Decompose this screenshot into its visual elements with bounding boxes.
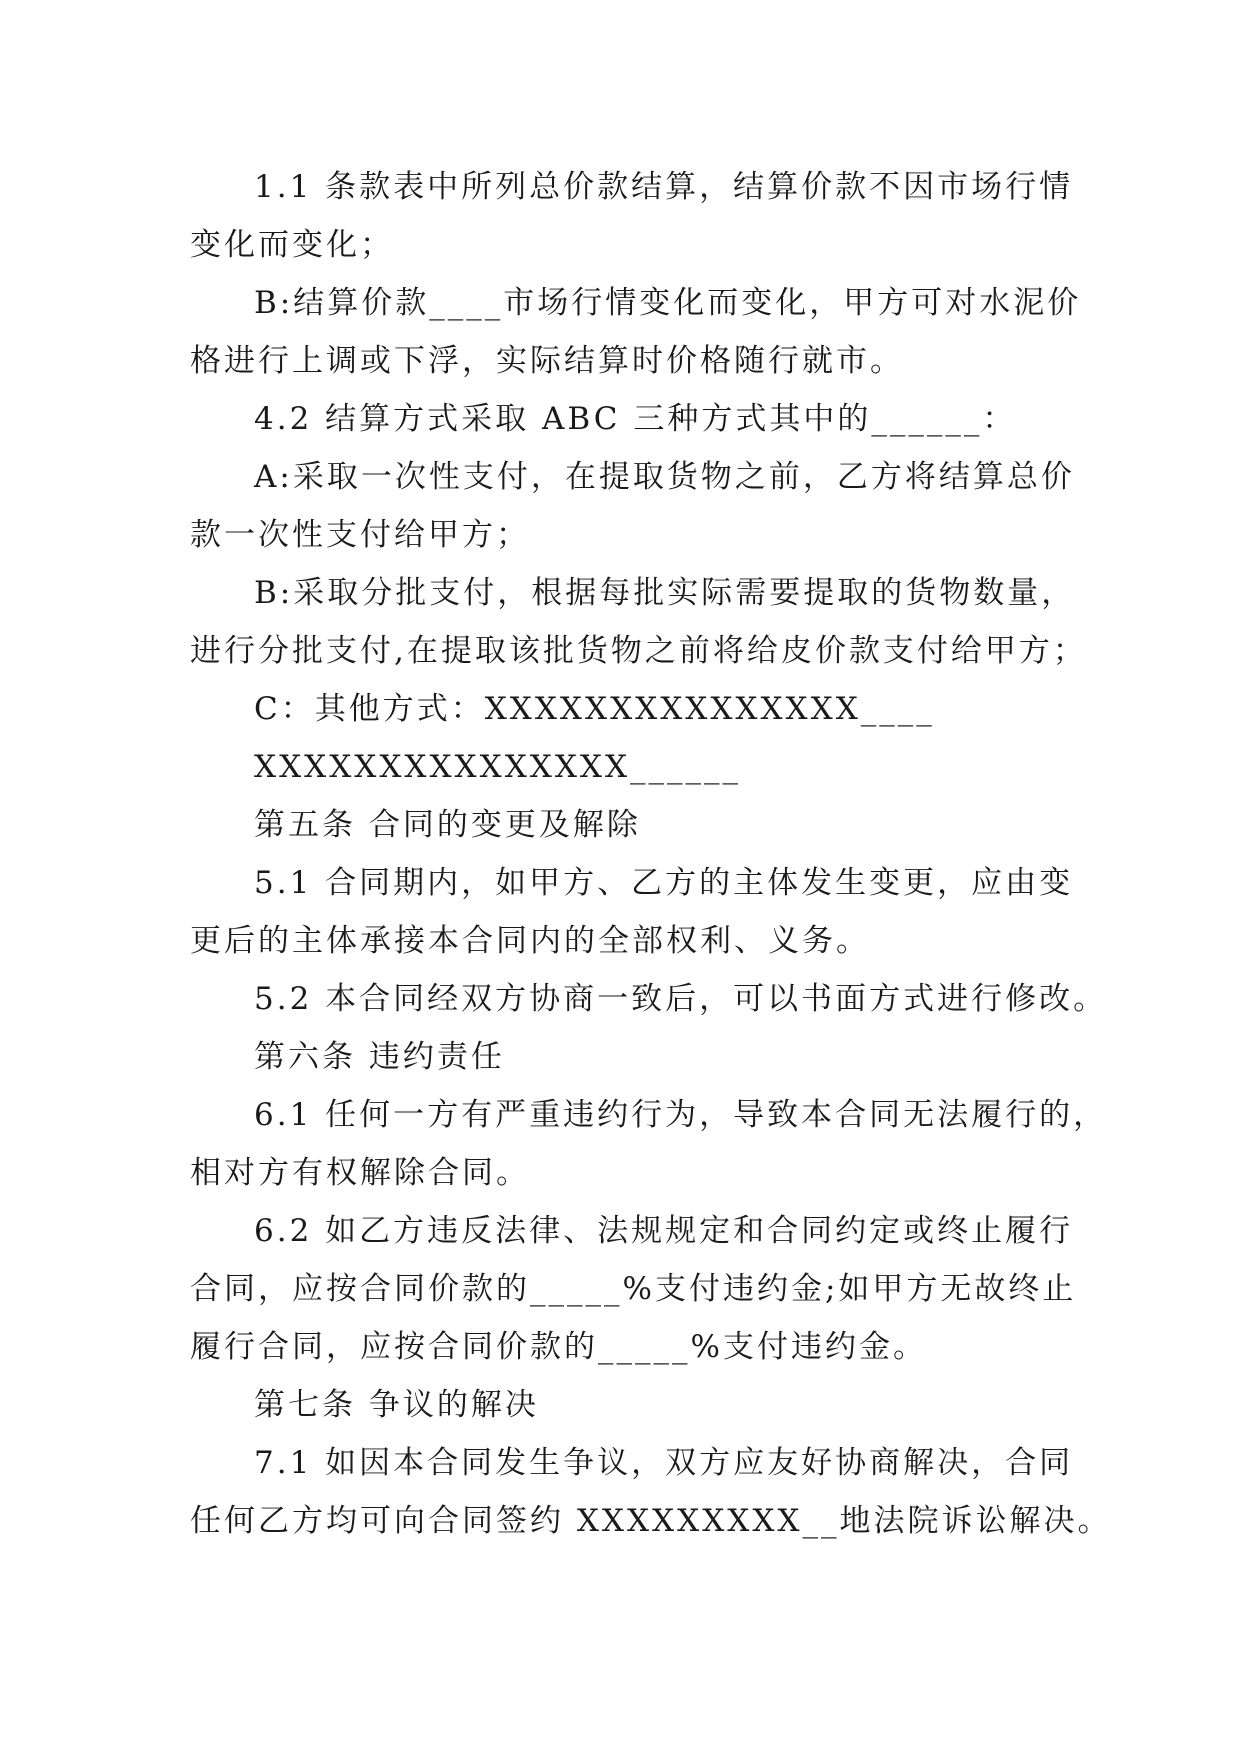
line-07: 款一次性支付给甲方； (190, 517, 530, 553)
line-05: 4.2 结算方式采取 ABC 三种方式其中的______： (254, 401, 1017, 437)
document-page (190, 158, 1112, 1550)
line-09: 进行分批支付,在提取该批货物之前将给皮价款支付给甲方； (190, 633, 1087, 669)
line-23: 7.1 如因本合同发生争议，双方应友好协商解决，合同 (254, 1445, 1074, 1481)
line-14: 更后的主体承接本合同内的全部权利、义务。 (190, 923, 870, 959)
line-03: B:结算价款____市场行情变化而变化，甲方可对水泥价 (254, 285, 1082, 321)
line-18: 相对方有权解除合同。 (190, 1155, 530, 1191)
section-heading-6: 第六条 违约责任 (254, 1039, 505, 1075)
line-06: A:采取一次性支付，在提取货物之前，乙方将结算总价 (254, 459, 1075, 495)
line-21: 履行合同，应按合同价款的_____%支付违约金。 (190, 1329, 927, 1365)
line-11: XXXXXXXXXXXXXXX______ (254, 749, 742, 785)
line-13: 5.1 合同期内，如甲方、乙方的主体发生变更，应由变 (254, 865, 1074, 901)
line-19: 6.2 如乙方违反法律、法规规定和合同约定或终止履行 (254, 1213, 1074, 1249)
line-02: 变化而变化； (190, 227, 394, 263)
line-24: 任何乙方均可向合同签约 XXXXXXXXX__地法院诉讼解决。 (190, 1503, 1112, 1539)
section-heading-7: 第七条 争议的解决 (254, 1387, 539, 1423)
line-20: 合同，应按合同价款的_____%支付违约金;如甲方无故终止 (190, 1271, 1077, 1307)
line-08: B:采取分批支付，根据每批实际需要提取的货物数量， (254, 575, 1076, 611)
line-17: 6.1 任何一方有严重违约行为，导致本合同无法履行的， (254, 1097, 1108, 1133)
line-10: C：其他方式：XXXXXXXXXXXXXXX____ (254, 691, 935, 727)
line-15: 5.2 本合同经双方协商一致后，可以书面方式进行修改。 (254, 981, 1108, 1017)
line-04: 格进行上调或下浮，实际结算时价格随行就市。 (190, 343, 904, 379)
line-01: 1.1 条款表中所列总价款结算，结算价款不因市场行情 (254, 169, 1074, 205)
section-heading-5: 第五条 合同的变更及解除 (254, 807, 641, 843)
